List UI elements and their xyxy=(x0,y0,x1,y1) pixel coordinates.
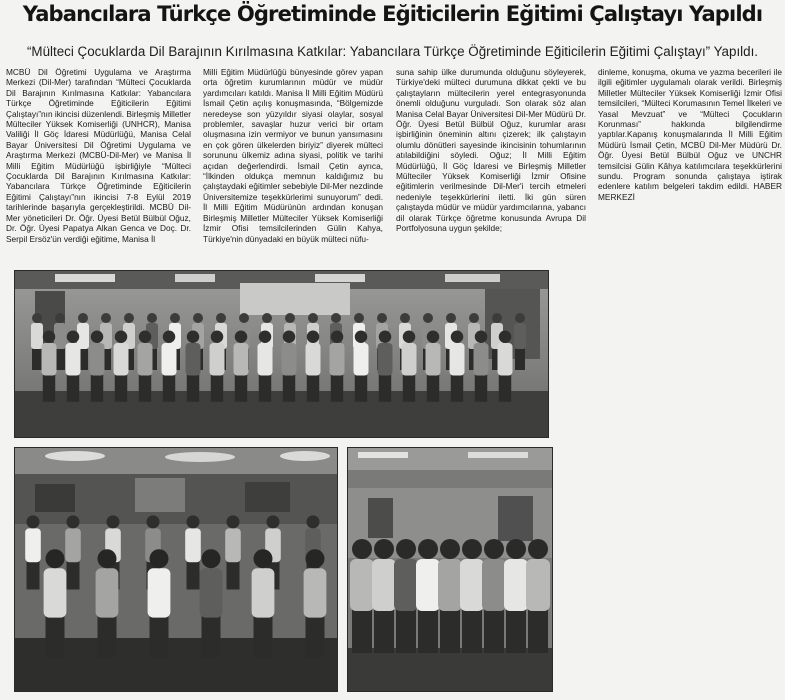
column-2-text: Milli Eğitim Müdürlüğü bünyesinde görev yapan orta öğretim kurumlarının müdür ve müdür yardımcıları katıldı. Manisa İl Milli Eğitim Müdürü İsmail Çetin açılış konuşmasında, “Bölgemizde neredeyse son yüzyıldır siyasi olaylar, sosyal problemler, savaşlar huzur verici bir ortam oluşmasına izin vermiyor ve bunun yansımasını en çok gören ülkelerden biriyiz” diyerek mülteci sorununu ülkemiz adına siyasi, politik ve tarihi açıdan değerlendirdi. İsmail Çetin ayrıca, “İlkinden oldukça memnun kaldığımız bu çalıştaydaki eğitimler sebebiyle Dil-Mer nezdinde Üniversitemize teşekkürlerimi sunuyorum” dedi. İl Milli Eğitim Müdürünün ardından konuşan Birleşmiş Milletler Mülteciler Yüksek Komiserliği İzmir Ofisi temsilcilerinden Gülin Kahya, Türkiye'nin dünyadaki en büyük mülteci nüfu- xyxy=(203,67,383,244)
group-photo-graphic xyxy=(15,271,548,437)
article-column-1 xyxy=(6,67,191,244)
seated-audience-graphic xyxy=(15,448,337,691)
column-3-text: suna sahip ülke durumunda olduğunu söyleyerek, Türkiye'deki mülteci durumuna dikkat çekti ve bu çalıştayların mültecilerin yerel entegrasyonunda önemli olduğunu vurguladı. Son olarak söz alan Manisa Celal Bayar Üniversitesi Dil-Mer Müdürü Dr. Öğr. Üyesi Betül Bülbül Oğuz, kurumlar arası işbirliğinin öneminin altını çizerek; ilk çalıştayın olumlu dönütleri sayesinde ikincisinin tohumlarının atılabildiğini söyledi. Oğuz; İl Milli Eğitim Müdürlüğü, İl Göç İdaresi ve Birleşmiş Milletler Mülteciler Yüksek Komiserliği İzmir Ofisine eğitimlerin verilmesinde Dil-Mer'i tercih etmeleri nedeniyle teşekkürlerini iletti. İki gün süren çalıştayda müdür ve müdür yardımcılarına, yabancı dil olarak Türkçe öğretme konusunda Avrupa Dil Portfolyosuna uygun şekilde; xyxy=(396,67,586,234)
article-column-4 xyxy=(598,67,782,202)
standing-group-people xyxy=(350,539,550,653)
standing-group-photo xyxy=(347,447,553,692)
subheadline: “Mülteci Çocuklarda Dil Barajının Kırılmasına Katkılar: Yabancılara Türkçe Öğretiminde Eğiticilerin Eğitimi Çalıştayı” Yapıldı. xyxy=(26,44,759,59)
seated-audience-photo xyxy=(14,447,338,692)
headline: Yabancılara Türkçe Öğretiminde Eğiticilerin Eğitimi Çalıştayı Yapıldı xyxy=(22,2,763,27)
article-column-3 xyxy=(396,67,586,234)
column-1-text: MCBÜ Dil Öğretimi Uygulama ve Araştırma Merkezi (Dil-Mer) tarafından “Mülteci Çocuklarda Dil Barajının Kırılmasına Katkılar: Yabancılara Türkçe Öğretiminde Eğiticilerin Eğitimi Çalıştayı”nın ikincisi düzenlendi. Birleşmiş Milletler Mülteciler Yüksek Komiserliği (UNHCR), Manisa Valiliği İl Göç İdaresi Müdürlüğü, Manisa Celal Bayar Üniversitesi Dil Öğretimi Uygulama ve Araştırma Merkezi (MCBÜ-Dil-Mer) ve Manisa İl Milli Eğitim Müdürlüğü işbirliğiyle “Mülteci Çocuklarda Dil Barajının Kırılmasına Katkılar: Yabancılara Türkçe Öğretiminde Eğiticilerin Eğitimi Çalıştayı”nın ikincisi 7-8 Eylül 2019 tarihlerinde başarıyla gerçekleştirildi. MCBÜ Dil-Mer yöneticileri Dr. Öğr. Üyesi Betül Bülbül Oğuz, Dr. Öğr. Üyesi Papatya Alkan Genca ve Doç. Dr. Serpil Ersöz'ün verdiği eğitime, Manisa İl xyxy=(6,67,191,244)
group-photo xyxy=(14,270,549,438)
standing-group-graphic xyxy=(348,448,552,691)
article-column-2 xyxy=(203,67,383,244)
column-4-text: dinleme, konuşma, okuma ve yazma becerileri ile ilgili eğitimler uygulamalı olarak verildi. Birleşmiş Milletler Mülteciler Yüksek Komiserliği İzmir Ofisi temsilcileri, “Mülteci Korumasının Temel İlkeleri ve Yasal Mevzuat” ve “Mülteci Çocukların Korunması” hakkında bilgilendirme yaptılar.Kapanış konuşmalarında İl Milli Eğitim Müdürü İsmail Çetin, MCBÜ Dil-Mer Müdürü Dr. Öğr. Üyesi Betül Bülbül Oğuz ve UNCHR temsilcisi Gülin Kâhya katılımcılara teşekkürlerini sundu. Program sonunda çalıştaya iştirak edenlere katılım belgeleri takdim edildi. HABER MERKEZİ xyxy=(598,67,782,202)
